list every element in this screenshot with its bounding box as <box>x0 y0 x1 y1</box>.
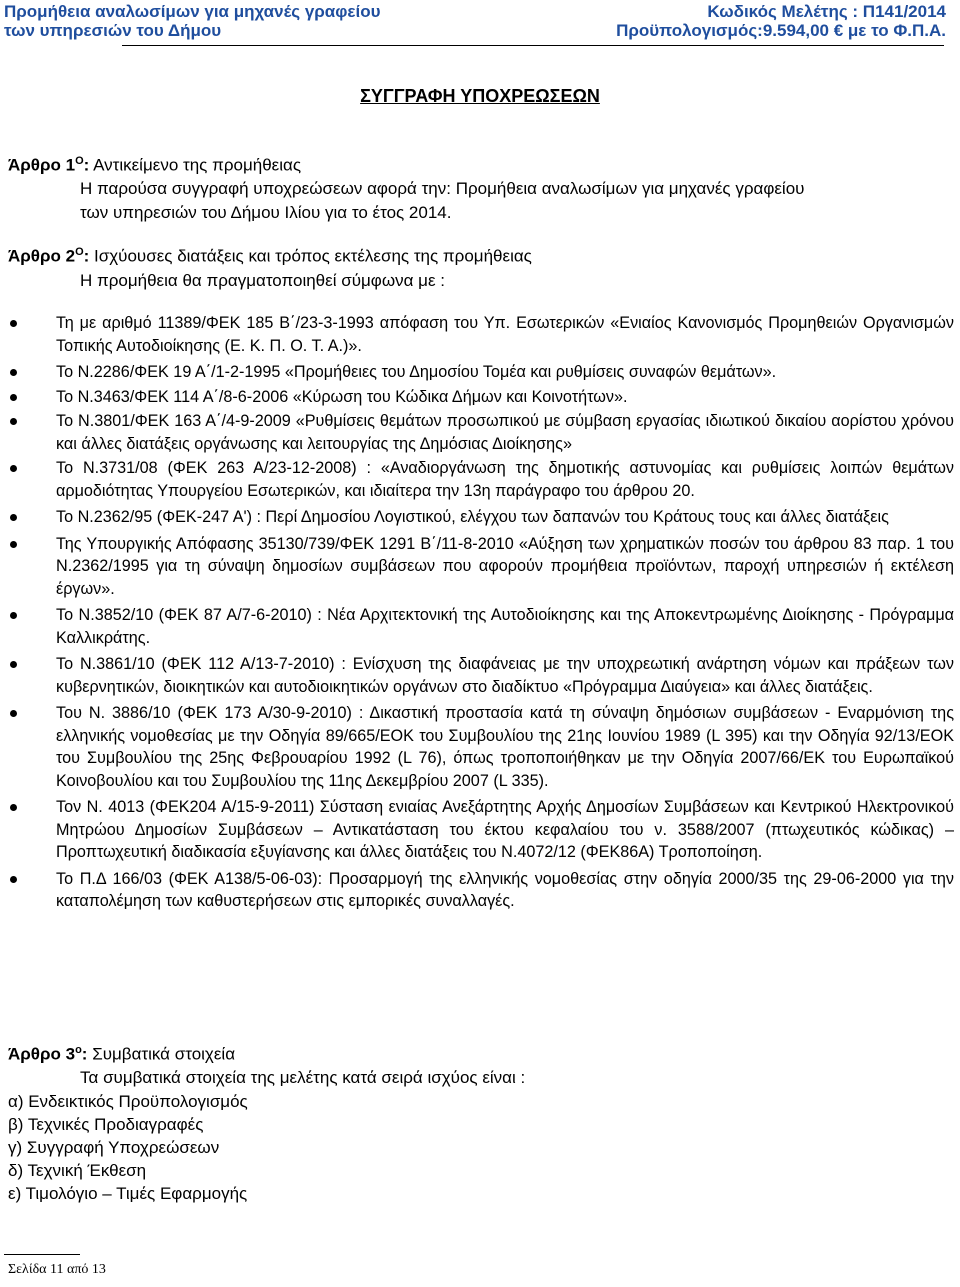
article-2-title: Ισχύουσες διατάξεις και τρόπος εκτέλεσης της προμήθειας <box>89 246 532 266</box>
list-item: Το Ν.3731/08 (ΦΕΚ 263 Α/23-12-2008) : «Αναδιοργάνωση της δημοτικής αστυνομίας και ρυθμίσεις λοιπών θεμάτων αρμοδιότητας Υπουργείου Εσωτερικών, και ιδιαίτερα την 13η παράγραφο του άρθρου 20. <box>0 457 960 502</box>
article-2-word: Άρθρο 2 <box>8 246 76 266</box>
article-2-intro: Η προμήθεια θα πραγματοποιηθεί σύμφωνα με : <box>80 271 445 290</box>
bullet-icon <box>10 710 17 717</box>
bullet-icon <box>10 418 17 425</box>
article-1-line2: των υπηρεσιών του Δήμου Ιλίου για το έτος 2014. <box>80 203 452 222</box>
article-1-heading: Άρθρο $1^O$: Αντικείμενο της προμήθειας <box>8 155 302 175</box>
contract-item: β) Τεχνικές Προδιαγραφές <box>8 1115 204 1134</box>
article-3-heading: Άρθρο $3^o$: Συμβατικά στοιχεία <box>8 1044 236 1064</box>
bullet-icon <box>10 804 17 811</box>
list-item: Το Ν.2362/95 (ΦΕΚ-247 Α') : Περί Δημοσίου Λογιστικού, ελέγχου των δαπανών του Κράτους τους και άλλες διατάξεις <box>0 506 960 529</box>
list-item: Το Ν.3861/10 (ΦΕΚ 112 Α/13-7-2010) : Ενίσχυση της διαφάνειας με την υποχρεωτική ανάρτηση νόμων και πράξεων των κυβερνητικών, διοικητικών και αυτοδιοικητικών οργάνων στο διαδίκτυο «Πρόγραμμα Διαύγεια» και άλλες διατάξεις. <box>0 653 960 698</box>
header-right <box>616 2 946 40</box>
bullet-icon <box>10 514 17 521</box>
legislation-list <box>0 312 960 913</box>
article-1-sup: Ο <box>75 155 84 167</box>
contract-item: δ) Τεχνική Έκθεση <box>8 1161 147 1180</box>
article-1-line1: Η παρούσα συγγραφή υποχρεώσεων αφορά την: Προμήθεια αναλωσίμων για μηχανές γραφείου <box>80 179 805 198</box>
bullet-icon <box>10 465 17 472</box>
list-item: Το Π.Δ 166/03 (ΦΕΚ Α138/5-06-03): Προσαρμογή της ελληνικής νομοθεσίας στην οδηγία 2000/35 της 29-06-2000 για την καταπολέμηση των καθυστερήσεων στις εμπορικές συναλλαγές. <box>0 868 960 913</box>
article-2-heading: Άρθρο $2^O$: Ισχύουσες διατάξεις και τρόπος εκτέλεσης της προμήθειας <box>8 246 532 266</box>
list-item: Τη με αριθμό 11389/ΦΕΚ 185 Β΄/23-3-1993 απόφαση του Υπ. Εσωτερικών «Ενιαίος Κανονισμός Προμηθειών Οργανισμών Τοπικής Αυτοδιοίκησης (Ε. Κ. Π. Ο. Τ. Α.)». <box>0 312 960 357</box>
bullet-icon <box>10 320 17 327</box>
article-1-word: Άρθρο 1 <box>8 155 76 175</box>
article-3-sup: ο <box>75 1044 82 1056</box>
bullet-icon <box>10 612 17 619</box>
contract-item: α) Ενδεικτικός Προϋπολογισμός <box>8 1092 248 1111</box>
bullet-icon <box>10 876 17 883</box>
page-title: ΣΥΓΓΡΑΦΗ ΥΠΟΧΡΕΩΣΕΩΝ <box>360 86 600 106</box>
article-3-title: Συμβατικά στοιχεία <box>87 1044 236 1064</box>
article-3-word: Άρθρο 3 <box>8 1044 76 1064</box>
article-1-title: Αντικείμενο της προμήθειας <box>89 155 302 175</box>
study-code: Κωδικός Μελέτης : Π141/2014 <box>707 2 946 21</box>
header-divider <box>122 45 944 46</box>
header-left-line1: Προμήθεια αναλωσίμων για μηχανές γραφείου <box>4 2 381 21</box>
article-3-intro: Τα συμβατικά στοιχεία της μελέτης κατά σειρά ισχύος είναι : <box>80 1068 526 1087</box>
article-2-sup: Ο <box>75 246 84 258</box>
list-item: Το Ν.3852/10 (ΦΕΚ 87 Α/7-6-2010) : Νέα Αρχιτεκτονική της Αυτοδιοίκησης και της Αποκεντρωμένης Διοίκησης - Πρόγραμμα Καλλικράτης. <box>0 604 960 649</box>
bullet-icon <box>10 369 17 376</box>
list-item: Το Ν.3463/ΦΕΚ 114 Α΄/8-6-2006 «Κύρωση του Κώδικα Δήμων και Κοινοτήτων». <box>0 386 960 409</box>
footer-divider <box>4 1254 80 1255</box>
list-item: Της Υπουργικής Απόφασης 35130/739/ΦΕΚ 1291 Β΄/11-8-2010 «Αύξηση των χρηματικών ποσών του άρθρου 83 παρ. 1 του Ν.2362/1995 για τη σύναψη δημοσίων συμβάσεων που αφορούν προμήθεια προϊόντων, παροχή υπηρεσιών ή εκτέλεση έργων». <box>0 533 960 601</box>
list-item: Το Ν.3801/ΦΕΚ 163 Α΄/4-9-2009 «Ρυθμίσεις θεμάτων προσωπικού με σύμβαση εργασίας ιδιωτικού δικαίου αορίστου χρόνου και άλλες διατάξεις οργάνωσης και λειτουργίας της Δημόσιας Διοίκησης» <box>0 410 960 455</box>
list-item: Του Ν. 3886/10 (ΦΕΚ 173 Α/30-9-2010) : Δικαστική προστασία κατά τη σύναψη δημόσιων συμβάσεων - Εναρμόνιση της ελληνικής νομοθεσίας με την Οδηγία 89/665/ΕΟΚ του Συμβουλίου της 21ης Ιουνίου 1989 (L 395) και την Οδηγία 92/13/ΕΟΚ του Συμβουλίου της 25ης Φεβρουαρίου 1992 (L 76), όπως τροποποιήθηκαν με την Οδηγία 2007/66/ΕΚ του Ευρωπαϊκού Κοινοβουλίου και του Συμβουλίου της 11ης Δεκεμβρίου 2007 (L 335). <box>0 702 960 792</box>
bullet-icon <box>10 661 17 668</box>
list-item: Το Ν.2286/ΦΕΚ 19 Α΄/1-2-1995 «Προμήθειες του Δημοσίου Τομέα και ρυθμίσεις συναφών θεμάτων». <box>0 361 960 384</box>
header-left <box>4 2 380 40</box>
header-left-line2: των υπηρεσιών του Δήμου <box>4 21 222 40</box>
contract-item: γ) Συγγραφή Υποχρεώσεων <box>8 1138 220 1157</box>
bullet-icon <box>10 541 17 548</box>
page-number: Σελίδα 11 από 13 <box>8 1262 106 1277</box>
bullet-icon <box>10 394 17 401</box>
list-item: Τον Ν. 4013 (ΦΕΚ204 Α/15-9-2011) Σύσταση ενιαίας Ανεξάρτητης Αρχής Δημοσίων Συμβάσεων και Κεντρικού Ηλεκτρονικού Μητρώου Δημοσίων Συμβάσεων – Αντικατάσταση του έκτου κεφαλαίου του ν. 3588/2007 (πτωχευτικός κώδικας) – Προπτωχευτική διαδικασία εξυγίανσης και άλλες διατάξεις του Ν.4072/12 (ΦΕΚ86Α) Τροποποίηση. <box>0 796 960 864</box>
budget: Προϋπολογισμός:9.594,00 € με το Φ.Π.Α. <box>616 21 946 40</box>
contract-item: ε) Τιμολόγιο – Τιμές Εφαρμογής <box>8 1184 248 1203</box>
